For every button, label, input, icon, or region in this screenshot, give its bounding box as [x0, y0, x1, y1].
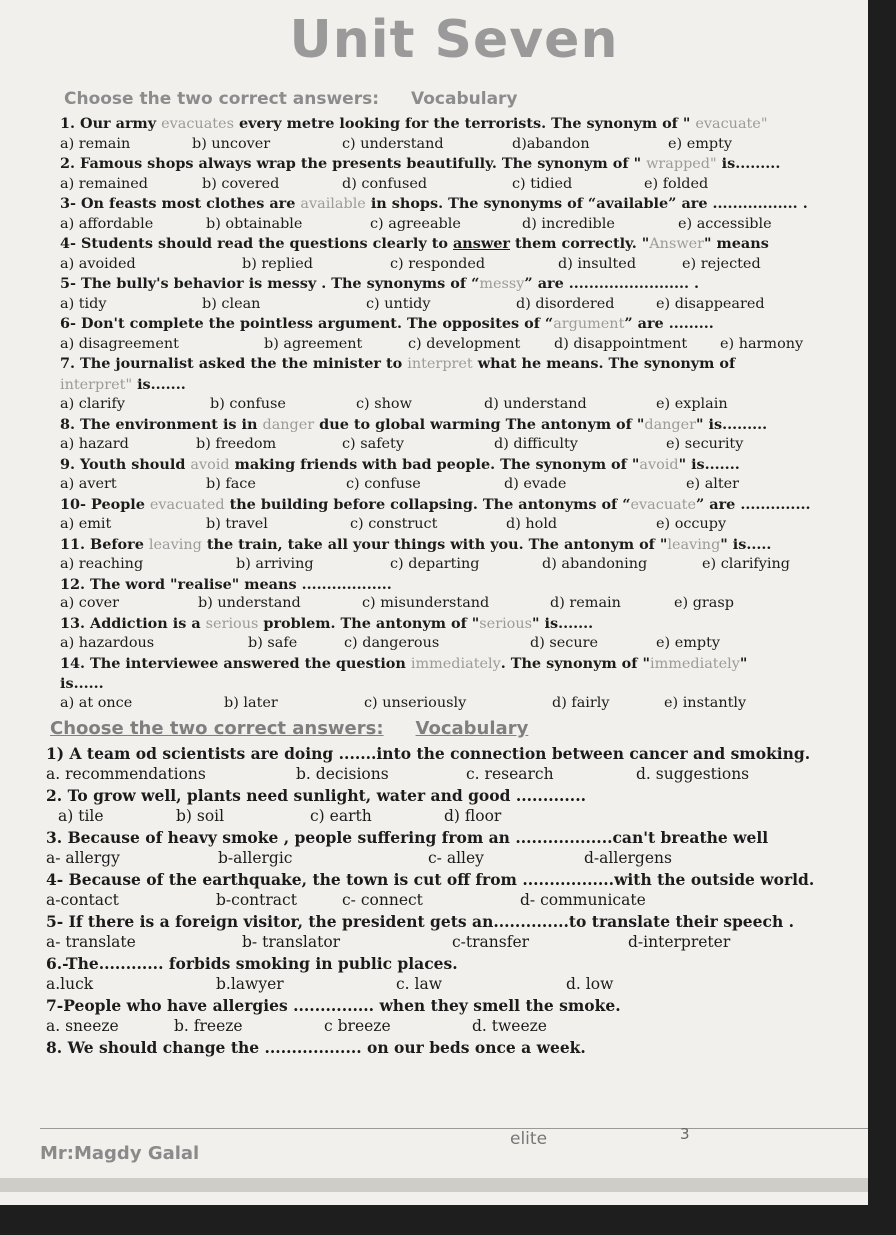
option[interactable]: b. decisions	[296, 765, 389, 783]
option[interactable]: a) tile	[58, 807, 104, 825]
option[interactable]: b- translator	[242, 933, 341, 951]
question-6: 6- Don't complete the pointless argument. The opposites of “argument” are .........	[60, 315, 714, 332]
option[interactable]: b) obtainable	[206, 215, 303, 232]
option[interactable]: d) disappointment	[554, 335, 688, 352]
question-p1-options	[46, 764, 868, 785]
option[interactable]: d) difficulty	[494, 436, 578, 452]
option[interactable]: a) disagreement	[60, 335, 179, 352]
question-14: 14. The interviewee answered the question immediately. The synonym of "immediately"	[60, 654, 748, 672]
question-12: 12. The word "realise" means ..................	[60, 575, 392, 593]
option[interactable]: b) replied	[242, 255, 313, 272]
question-9: 9. Youth should avoid making friends with bad people. The synonym of "avoid" is.......	[60, 455, 740, 473]
option[interactable]: d) hold	[506, 516, 558, 532]
question-4: 4- Students should read the questions clearly to answer them correctly. "Answer" means	[60, 235, 769, 252]
question-p7-options	[46, 1016, 868, 1037]
question-4-options	[60, 255, 868, 275]
page-title: Unit Seven	[289, 10, 619, 70]
question-2-options	[60, 175, 868, 195]
brand-label: elite	[510, 1129, 548, 1149]
option[interactable]: d-allergens	[584, 849, 672, 867]
question-10: 10- People evacuated the building before collapsing. The antonyms of “evacuate” are ..............	[60, 495, 811, 513]
page-edge	[0, 1178, 868, 1192]
option[interactable]: d. tweeze	[472, 1017, 547, 1035]
page-footer	[40, 1125, 868, 1169]
option[interactable]: e) harmony	[720, 335, 804, 352]
option[interactable]: b) uncover	[192, 135, 271, 152]
option[interactable]: e) alter	[686, 476, 740, 492]
part-one-questions	[40, 114, 868, 713]
option[interactable]: a. sneeze	[46, 1017, 119, 1035]
part-two-questions	[40, 743, 868, 1058]
option[interactable]: c) safety	[342, 436, 404, 452]
option[interactable]: a) at once	[60, 694, 133, 711]
question-p7: 7-People who have allergies ............... when they smell the smoke.	[46, 996, 621, 1015]
option[interactable]: e) clarifying	[702, 556, 790, 572]
option[interactable]: d)abandon	[512, 135, 590, 152]
section-subtitle: Vocabulary	[411, 89, 518, 109]
option[interactable]: e) disappeared	[656, 295, 765, 312]
option[interactable]: c) misunderstand	[362, 595, 490, 611]
question-p3: 3. Because of heavy smoke , people suffering from an ..................can't breathe well	[46, 828, 769, 847]
question-p1: 1) A team od scientists are doing .......into the connection between cancer and smoking.	[46, 744, 811, 763]
option[interactable]: c. law	[396, 975, 443, 993]
option[interactable]: c) responded	[390, 255, 486, 272]
question-9-options	[60, 475, 868, 495]
question-7: 7. The journalist asked the the minister to interpret what he means. The synonym of	[60, 355, 736, 372]
question-p4: 4- Because of the earthquake, the town is cut off from .................with the outside world.	[46, 870, 815, 889]
question-1-options	[60, 135, 868, 155]
question-12-options	[60, 594, 868, 614]
option[interactable]: a) hazard	[60, 436, 129, 452]
question-8-options	[60, 435, 868, 455]
page-number: 3	[680, 1125, 690, 1143]
option[interactable]: b) later	[224, 694, 278, 711]
option[interactable]: b) face	[206, 476, 256, 492]
option[interactable]: e) explain	[656, 396, 728, 412]
question-3-options	[60, 215, 868, 235]
option[interactable]: b) safe	[248, 635, 298, 651]
option[interactable]: b) confuse	[210, 396, 286, 412]
question-11-options	[60, 555, 868, 575]
option[interactable]: e) rejected	[682, 255, 761, 272]
option[interactable]: b) travel	[206, 516, 268, 532]
option[interactable]: c) dangerous	[344, 635, 440, 651]
option[interactable]: a-contact	[46, 891, 119, 909]
question-p6-options	[46, 974, 868, 995]
option[interactable]: d) understand	[484, 396, 587, 412]
question-3: 3- On feasts most clothes are available in shops. The synonyms of “available” are ................. .	[60, 195, 808, 212]
option[interactable]: d) confused	[342, 175, 428, 192]
section-subtitle: Vocabulary	[415, 718, 529, 739]
option[interactable]: c) agreeable	[370, 215, 461, 232]
option[interactable]: b-allergic	[218, 849, 293, 867]
question-5: 5- The bully's behavior is messy . The synonyms of “messy” are ........................ .	[60, 275, 700, 292]
option[interactable]: b) agreement	[264, 335, 363, 352]
option[interactable]: a) clarify	[60, 396, 125, 412]
option[interactable]: b) understand	[198, 595, 301, 611]
question-11: 11. Before leaving the train, take all your things with you. The antonym of "leaving" is.....	[60, 535, 772, 553]
question-p6: 6.-The............ forbids smoking in public places.	[46, 954, 458, 973]
question-p5-options	[46, 932, 868, 953]
question-2: 2. Famous shops always wrap the presents beautifully. The synonym of " wrapped" is.........	[60, 155, 781, 172]
option[interactable]: a) avoided	[60, 255, 136, 272]
option[interactable]: a.luck	[46, 975, 94, 993]
section-instructions: Choose the two correct answers:	[50, 718, 384, 739]
option[interactable]: e) instantly	[664, 694, 747, 711]
question-7-line-2: interpret" is.......	[60, 375, 186, 393]
option[interactable]: d) remain	[550, 595, 621, 611]
option[interactable]: c) understand	[342, 135, 444, 152]
section-instructions: Choose the two correct answers:	[64, 89, 380, 109]
option[interactable]: c) construct	[350, 516, 438, 532]
option[interactable]: c) development	[408, 335, 521, 352]
question-p4-options	[46, 890, 868, 911]
question-14-options	[60, 694, 868, 714]
question-6-options	[60, 335, 868, 355]
option[interactable]: b) covered	[202, 175, 280, 192]
option[interactable]: c) tidied	[512, 175, 573, 192]
option[interactable]: b-contract	[216, 891, 297, 909]
option[interactable]: d) incredible	[522, 215, 615, 232]
option[interactable]: d) fairly	[552, 694, 610, 711]
option[interactable]: c breeze	[324, 1017, 391, 1035]
option[interactable]: a) tidy	[60, 295, 107, 312]
option[interactable]: b. freeze	[174, 1017, 243, 1035]
option[interactable]: d. suggestions	[636, 765, 750, 783]
option[interactable]: b) arriving	[236, 556, 314, 572]
question-13: 13. Addiction is a serious problem. The antonym of "serious" is.......	[60, 614, 594, 632]
option[interactable]: a) avert	[60, 476, 117, 492]
option[interactable]: e) accessible	[678, 215, 772, 232]
option[interactable]: a) emit	[60, 516, 112, 532]
question-13-options	[60, 634, 868, 654]
question-14-line-2: is......	[60, 675, 104, 692]
question-p2-options	[46, 806, 868, 827]
option[interactable]: d- communicate	[520, 891, 646, 909]
option[interactable]: d-interpreter	[628, 933, 731, 951]
question-1: 1. Our army evacuates every metre looking for the terrorists. The synonym of " evacuate"	[60, 115, 768, 132]
option[interactable]: a) hazardous	[60, 635, 155, 651]
option[interactable]: b) soil	[176, 807, 225, 825]
question-5-options	[60, 295, 868, 315]
option[interactable]: d) evade	[504, 476, 567, 492]
section-heading-2	[50, 717, 868, 741]
question-p8: 8. We should change the .................. on our beds once a week.	[46, 1038, 586, 1057]
option[interactable]: d) floor	[444, 807, 502, 825]
question-p3-options	[46, 848, 868, 869]
option[interactable]: e) empty	[668, 135, 732, 152]
option[interactable]: a) cover	[60, 595, 120, 611]
option[interactable]: a- translate	[46, 933, 136, 951]
option[interactable]: c- connect	[342, 891, 423, 909]
question-10-options	[60, 515, 868, 535]
option[interactable]: b) freedom	[196, 436, 277, 452]
option[interactable]: c) show	[356, 396, 412, 412]
option[interactable]: c. research	[466, 765, 554, 783]
question-p5: 5- If there is a foreign visitor, the president gets an..............to translate their speech .	[46, 912, 795, 931]
option[interactable]: c-transfer	[452, 933, 530, 951]
option[interactable]: a) remained	[60, 175, 148, 192]
option[interactable]: c- alley	[428, 849, 484, 867]
option[interactable]: a) reaching	[60, 556, 144, 572]
option[interactable]: e) security	[666, 436, 744, 452]
option[interactable]: e) occupy	[656, 516, 727, 532]
option[interactable]: b.lawyer	[216, 975, 284, 993]
option[interactable]: d. low	[566, 975, 614, 993]
author-name: Mr:Magdy Galal	[40, 1143, 200, 1164]
option[interactable]: b) clean	[202, 295, 261, 312]
option[interactable]: c) departing	[390, 556, 480, 572]
option[interactable]: a. recommendations	[46, 765, 206, 783]
option[interactable]: d) disordered	[516, 295, 615, 312]
option[interactable]: d) insulted	[558, 255, 637, 272]
option[interactable]: a- allergy	[46, 849, 120, 867]
option[interactable]: c) untidy	[366, 295, 431, 312]
question-7-options	[60, 395, 868, 415]
option[interactable]: a) remain	[60, 135, 131, 152]
question-p2: 2. To grow well, plants need sunlight, water and good .............	[46, 786, 586, 805]
option[interactable]: c) unseriously	[364, 694, 467, 711]
option[interactable]: c) earth	[310, 807, 372, 825]
question-8: 8. The environment is in danger due to global warming The antonym of "danger" is.........	[60, 415, 768, 433]
option[interactable]: a) affordable	[60, 215, 154, 232]
option[interactable]: c) confuse	[346, 476, 421, 492]
option[interactable]: e) grasp	[674, 595, 734, 611]
option[interactable]: e) empty	[656, 635, 720, 651]
option[interactable]: d) secure	[530, 635, 599, 651]
option[interactable]: d) abandoning	[542, 556, 648, 572]
option[interactable]: e) folded	[644, 175, 709, 192]
section-heading-1	[64, 88, 868, 110]
